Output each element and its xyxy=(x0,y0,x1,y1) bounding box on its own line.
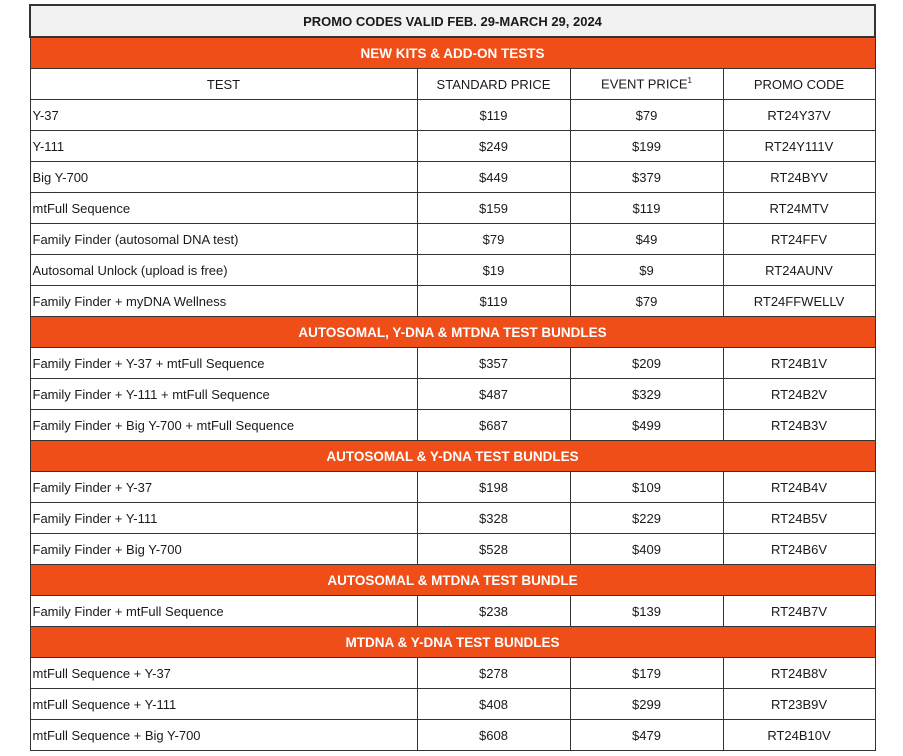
test-name-cell: Y-111 xyxy=(30,131,417,162)
event-price-cell: $299 xyxy=(570,689,723,720)
test-name-cell: Family Finder + Y-111 xyxy=(30,503,417,534)
table-row xyxy=(30,534,875,565)
section-header-row xyxy=(30,627,875,658)
promo-code-cell: RT24B7V xyxy=(723,596,875,627)
table-row xyxy=(30,379,875,410)
standard-price-cell: $687 xyxy=(417,410,570,441)
event-price-label: EVENT PRICE xyxy=(601,76,688,92)
table-row xyxy=(30,503,875,534)
column-header-event-price xyxy=(570,69,723,100)
event-price-cell: $119 xyxy=(570,193,723,224)
test-name-cell: Family Finder + Y-37 xyxy=(30,472,417,503)
section-title: AUTOSOMAL, Y-DNA & MTDNA TEST BUNDLES xyxy=(30,317,875,348)
promo-code-sheet xyxy=(29,4,874,751)
promo-code-cell: RT23B9V xyxy=(723,689,875,720)
standard-price-cell: $487 xyxy=(417,379,570,410)
standard-price-cell: $608 xyxy=(417,720,570,751)
column-header-standard-price: STANDARD PRICE xyxy=(417,69,570,100)
test-name-cell: Family Finder + Y-37 + mtFull Sequence xyxy=(30,348,417,379)
test-name-cell: mtFull Sequence + Y-111 xyxy=(30,689,417,720)
test-name-cell: Family Finder + Big Y-700 + mtFull Sequence xyxy=(30,410,417,441)
test-name-cell: Autosomal Unlock (upload is free) xyxy=(30,255,417,286)
event-price-cell: $79 xyxy=(570,100,723,131)
test-name-cell: Family Finder + mtFull Sequence xyxy=(30,596,417,627)
promo-code-cell: RT24BYV xyxy=(723,162,875,193)
table-row xyxy=(30,658,875,689)
event-price-cell: $79 xyxy=(570,286,723,317)
event-price-cell: $379 xyxy=(570,162,723,193)
column-header-test: TEST xyxy=(30,69,417,100)
event-price-cell: $499 xyxy=(570,410,723,441)
standard-price-cell: $328 xyxy=(417,503,570,534)
standard-price-cell: $528 xyxy=(417,534,570,565)
event-price-cell: $229 xyxy=(570,503,723,534)
table-row xyxy=(30,410,875,441)
table-row xyxy=(30,193,875,224)
table-row xyxy=(30,100,875,131)
page-title: PROMO CODES VALID FEB. 29-MARCH 29, 2024 xyxy=(30,5,875,37)
table-row xyxy=(30,348,875,379)
event-price-cell: $409 xyxy=(570,534,723,565)
event-price-cell: $479 xyxy=(570,720,723,751)
standard-price-cell: $119 xyxy=(417,286,570,317)
promo-code-cell: RT24B3V xyxy=(723,410,875,441)
footnote-marker: 1 xyxy=(687,76,692,86)
promo-code-cell: RT24FFWELLV xyxy=(723,286,875,317)
promo-code-cell: RT24B4V xyxy=(723,472,875,503)
standard-price-cell: $249 xyxy=(417,131,570,162)
event-price-cell: $209 xyxy=(570,348,723,379)
column-header-row xyxy=(30,69,875,100)
table-row xyxy=(30,720,875,751)
column-header-promo-code: PROMO CODE xyxy=(723,69,875,100)
test-name-cell: Big Y-700 xyxy=(30,162,417,193)
standard-price-cell: $278 xyxy=(417,658,570,689)
standard-price-cell: $19 xyxy=(417,255,570,286)
promo-code-cell: RT24B8V xyxy=(723,658,875,689)
test-name-cell: mtFull Sequence + Big Y-700 xyxy=(30,720,417,751)
promo-code-cell: RT24MTV xyxy=(723,193,875,224)
title-row xyxy=(30,5,875,37)
promo-code-cell: RT24B2V xyxy=(723,379,875,410)
event-price-cell: $199 xyxy=(570,131,723,162)
section-header-row xyxy=(30,317,875,348)
section-title: AUTOSOMAL & Y-DNA TEST BUNDLES xyxy=(30,441,875,472)
event-price-cell: $329 xyxy=(570,379,723,410)
standard-price-cell: $119 xyxy=(417,100,570,131)
standard-price-cell: $159 xyxy=(417,193,570,224)
section-header-row xyxy=(30,37,875,69)
table-row xyxy=(30,131,875,162)
section-title: NEW KITS & ADD-ON TESTS xyxy=(30,37,875,69)
standard-price-cell: $449 xyxy=(417,162,570,193)
promo-code-cell: RT24B5V xyxy=(723,503,875,534)
standard-price-cell: $198 xyxy=(417,472,570,503)
event-price-cell: $109 xyxy=(570,472,723,503)
promo-code-cell: RT24Y111V xyxy=(723,131,875,162)
promo-code-cell: RT24B1V xyxy=(723,348,875,379)
standard-price-cell: $238 xyxy=(417,596,570,627)
standard-price-cell: $79 xyxy=(417,224,570,255)
promo-table xyxy=(29,4,876,751)
table-row xyxy=(30,472,875,503)
test-name-cell: Family Finder + myDNA Wellness xyxy=(30,286,417,317)
promo-code-cell: RT24FFV xyxy=(723,224,875,255)
section-header-row xyxy=(30,565,875,596)
table-row xyxy=(30,162,875,193)
test-name-cell: Y-37 xyxy=(30,100,417,131)
section-header-row xyxy=(30,441,875,472)
event-price-cell: $49 xyxy=(570,224,723,255)
standard-price-cell: $357 xyxy=(417,348,570,379)
table-row xyxy=(30,224,875,255)
table-row xyxy=(30,286,875,317)
promo-code-cell: RT24B10V xyxy=(723,720,875,751)
promo-code-cell: RT24Y37V xyxy=(723,100,875,131)
test-name-cell: Family Finder + Y-111 + mtFull Sequence xyxy=(30,379,417,410)
section-title: AUTOSOMAL & MTDNA TEST BUNDLE xyxy=(30,565,875,596)
event-price-cell: $139 xyxy=(570,596,723,627)
table-row xyxy=(30,596,875,627)
test-name-cell: mtFull Sequence xyxy=(30,193,417,224)
table-row xyxy=(30,255,875,286)
section-title: MTDNA & Y-DNA TEST BUNDLES xyxy=(30,627,875,658)
table-row xyxy=(30,689,875,720)
test-name-cell: Family Finder (autosomal DNA test) xyxy=(30,224,417,255)
test-name-cell: mtFull Sequence + Y-37 xyxy=(30,658,417,689)
promo-code-cell: RT24AUNV xyxy=(723,255,875,286)
event-price-cell: $9 xyxy=(570,255,723,286)
event-price-cell: $179 xyxy=(570,658,723,689)
standard-price-cell: $408 xyxy=(417,689,570,720)
promo-code-cell: RT24B6V xyxy=(723,534,875,565)
test-name-cell: Family Finder + Big Y-700 xyxy=(30,534,417,565)
